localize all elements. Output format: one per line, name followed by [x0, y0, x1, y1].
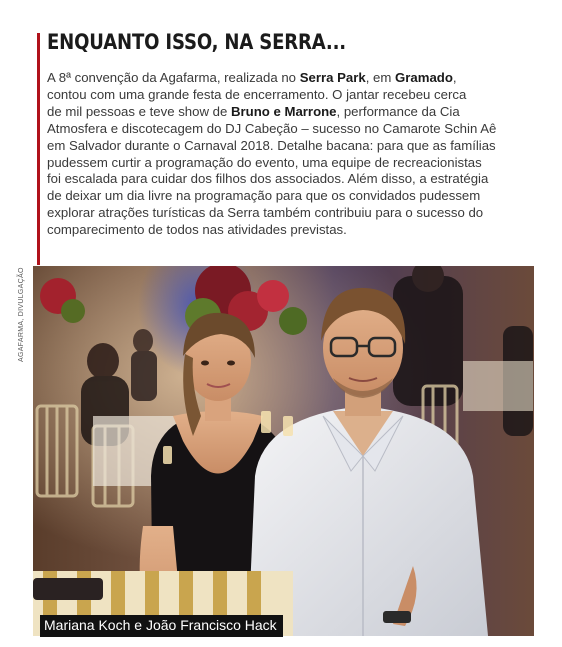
headline: ENQUANTO ISSO, NA SERRA... — [47, 30, 346, 54]
event-photo — [33, 266, 534, 636]
body-line-2: contou com uma grande festa de encerramento. O jantar recebeu cerca — [47, 86, 467, 102]
body-line-3: de mil pessoas e teve show de Bruno e Marrone, performance da Cia — [47, 103, 460, 119]
body-line-6: pudessem curtir a programação do evento, uma equipe de recreacionistas — [47, 154, 482, 170]
body-line-8: de deixar um dia livre na programação para que os convidados pudessem — [47, 188, 481, 204]
band-name: Bruno e Marrone — [231, 103, 337, 119]
body-line-5: em Salvador durante o Carnaval 2018. Detalhe bacana: para que as famílias — [47, 137, 496, 153]
body-line-4: Atmosfera e discotecagem do DJ Cabeção – sucesso no Camarote Schin Aê — [47, 120, 497, 136]
body-line-9: explorar atrações turísticas da Serra também contribuiu para o sucesso do — [47, 205, 484, 221]
photo-illustration — [33, 266, 534, 636]
photo-credit: AGAFARMA, DIVULGAÇÃO — [18, 267, 25, 362]
body-line-7: foi escalada para cuidar dos filhos dos associados. Além disso, a estratégia — [47, 171, 489, 187]
article-body — [47, 70, 537, 239]
phone-on-table — [33, 578, 103, 600]
venue-name: Serra Park — [299, 70, 366, 85]
body-line-10: comparecimento de todos nas atividades previstas. — [47, 222, 347, 238]
body-line-1: A 8ª convenção da Agafarma, realizada no Serra Park, em Gramado, — [47, 70, 457, 85]
photo-caption: Mariana Koch e João Francisco Hack — [40, 615, 283, 637]
accent-rule — [37, 33, 40, 265]
city-name: Gramado — [395, 70, 453, 85]
